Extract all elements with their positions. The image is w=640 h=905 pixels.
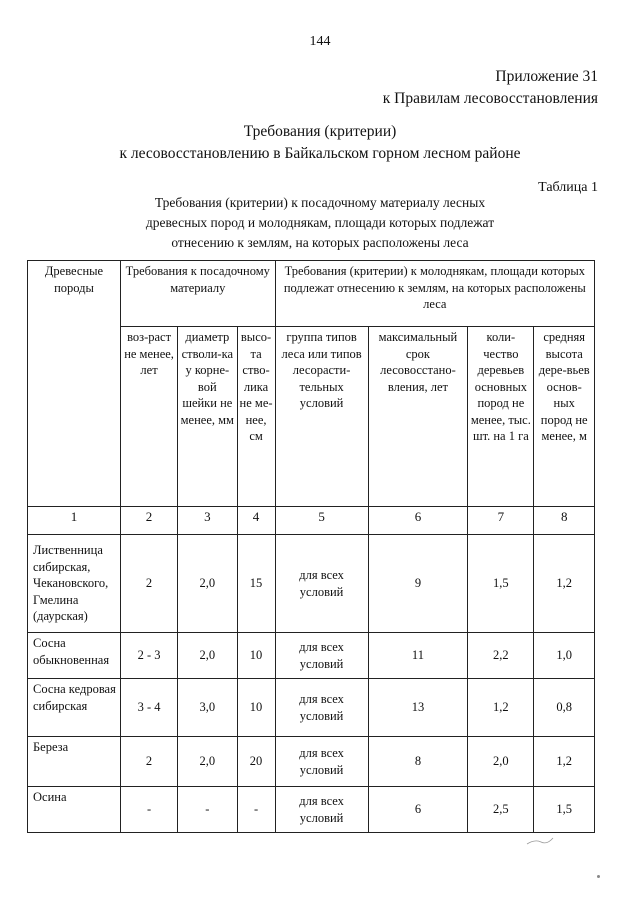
avg-height-cell: 1,5 xyxy=(534,787,595,833)
species-cell: Сосна обыкновенная xyxy=(28,633,121,679)
species-cell: Сосна кедровая сибирская xyxy=(28,679,121,737)
diameter-cell: 2,0 xyxy=(178,737,237,787)
appendix-reference xyxy=(383,66,598,110)
column-number: 5 xyxy=(275,507,368,535)
table-label: Таблица 1 xyxy=(538,180,598,195)
subheader-age: воз-раст не менее, лет xyxy=(120,327,177,507)
heading-line-2: к лесовосстановлению в Байкальском горном лесном районе xyxy=(119,145,521,162)
header-young-stands: Требования (критерии) к молоднякам, площади которых подлежат отнесению к землям, на которых расположены леса xyxy=(275,261,594,327)
species-cell: Осина xyxy=(28,787,121,833)
diameter-cell: 3,0 xyxy=(178,679,237,737)
avg-height-cell: 0,8 xyxy=(534,679,595,737)
column-number: 2 xyxy=(120,507,177,535)
table-row xyxy=(28,535,595,633)
avg-height-cell: 1,0 xyxy=(534,633,595,679)
appendix-line-1: Приложение 31 xyxy=(495,68,598,85)
tree-count-cell: 1,5 xyxy=(468,535,534,633)
table-row xyxy=(28,679,595,737)
height-cell: 15 xyxy=(237,535,275,633)
subheader-height: высо-та ство-лика не ме-нее, см xyxy=(237,327,275,507)
avg-height-cell: 1,2 xyxy=(534,737,595,787)
caption-line-1: Требования (критерии) к посадочному материалу лесных xyxy=(154,195,486,210)
pen-mark-decoration xyxy=(525,836,555,849)
scan-dot-decoration xyxy=(597,875,600,878)
caption-line-3: отнесению к землям, на которых расположены леса xyxy=(171,235,469,250)
requirements-table xyxy=(27,260,595,833)
group-cell: для всех условий xyxy=(275,737,368,787)
header-planting-material: Требования к посадочному материалу xyxy=(120,261,275,327)
heading-line-1: Требования (критерии) xyxy=(243,123,397,140)
max-term-cell: 13 xyxy=(368,679,468,737)
table-caption xyxy=(0,193,640,253)
column-number: 6 xyxy=(368,507,468,535)
column-number: 3 xyxy=(178,507,237,535)
max-term-cell: 9 xyxy=(368,535,468,633)
max-term-cell: 8 xyxy=(368,737,468,787)
species-cell: Береза xyxy=(28,737,121,787)
age-cell: - xyxy=(120,787,177,833)
subheader-avg-height: средняя высота дере-вьев основ-ных пород не менее, м xyxy=(534,327,595,507)
age-cell: 2 - 3 xyxy=(120,633,177,679)
age-cell: 2 xyxy=(120,737,177,787)
subheader-forest-group: группа типов леса или типов лесорасти-тельных условий xyxy=(275,327,368,507)
max-term-cell: 11 xyxy=(368,633,468,679)
age-cell: 3 - 4 xyxy=(120,679,177,737)
document-heading xyxy=(0,121,640,165)
group-cell: для всех условий xyxy=(275,633,368,679)
height-cell: 20 xyxy=(237,737,275,787)
table-row xyxy=(28,633,595,679)
diameter-cell: - xyxy=(178,787,237,833)
avg-height-cell: 1,2 xyxy=(534,535,595,633)
tree-count-cell: 1,2 xyxy=(468,679,534,737)
height-cell: 10 xyxy=(237,679,275,737)
appendix-line-2: к Правилам лесовосстановления xyxy=(382,90,598,107)
column-number: 8 xyxy=(534,507,595,535)
group-cell: для всех условий xyxy=(275,679,368,737)
table-row xyxy=(28,737,595,787)
column-number-row xyxy=(28,507,595,535)
species-cell: Лиственница сибирская, Чекановского, Гмелина (даурская) xyxy=(28,535,121,633)
tree-count-cell: 2,5 xyxy=(468,787,534,833)
diameter-cell: 2,0 xyxy=(178,535,237,633)
group-cell: для всех условий xyxy=(275,787,368,833)
height-cell: - xyxy=(237,787,275,833)
header-row-1 xyxy=(28,261,595,327)
group-cell: для всех условий xyxy=(275,535,368,633)
subheader-tree-count: коли-чество деревьев основных пород не менее, тыс. шт. на 1 га xyxy=(468,327,534,507)
max-term-cell: 6 xyxy=(368,787,468,833)
subheader-max-term: максимальный срок лесовосстано-вления, лет xyxy=(368,327,468,507)
table-row xyxy=(28,787,595,833)
tree-count-cell: 2,2 xyxy=(468,633,534,679)
age-cell: 2 xyxy=(120,535,177,633)
column-number: 7 xyxy=(468,507,534,535)
column-number: 4 xyxy=(237,507,275,535)
page-number: 144 xyxy=(309,34,331,49)
height-cell: 10 xyxy=(237,633,275,679)
header-species: Древесные породы xyxy=(28,261,121,507)
caption-line-2: древесных пород и молоднякам, площади которых подлежат xyxy=(145,215,495,230)
column-number: 1 xyxy=(28,507,121,535)
tree-count-cell: 2,0 xyxy=(468,737,534,787)
subheader-diameter: диаметр стволи-ка у корне-вой шейки не менее, мм xyxy=(178,327,237,507)
diameter-cell: 2,0 xyxy=(178,633,237,679)
